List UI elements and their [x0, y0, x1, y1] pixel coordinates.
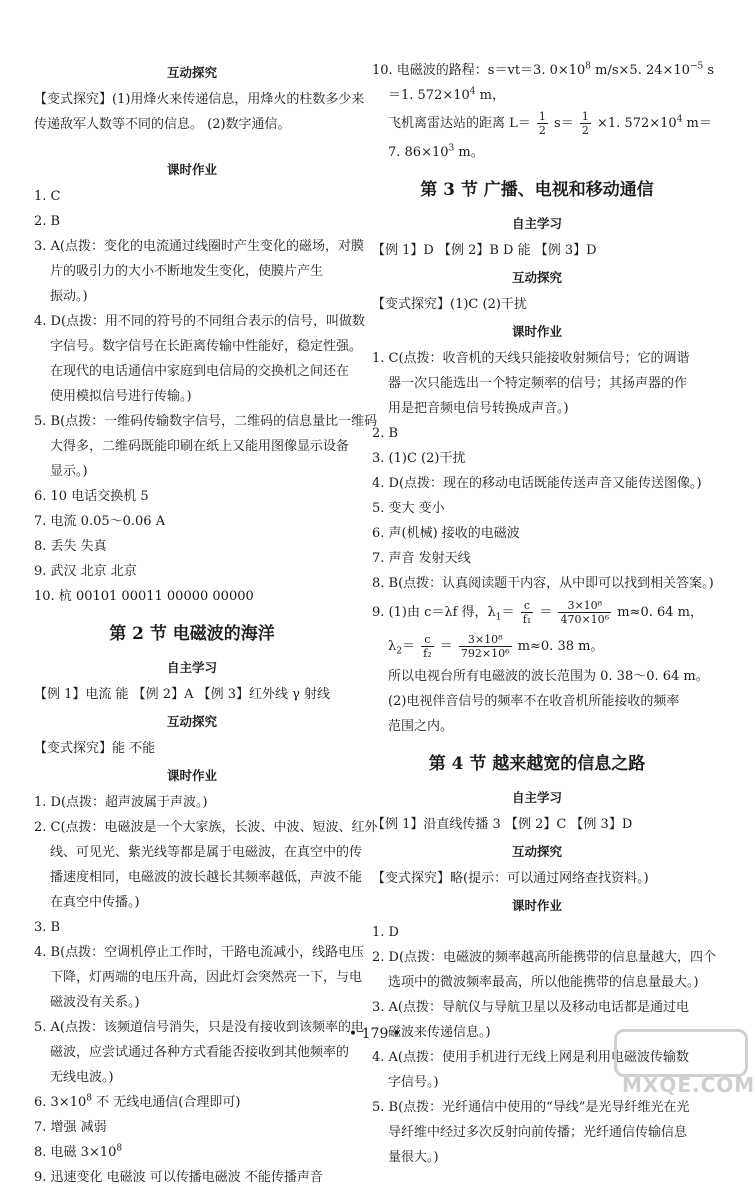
section-heading: 第 2 节 电磁波的海洋 — [109, 624, 275, 644]
answer-continuation: 磁波没有关系。) — [50, 995, 140, 1010]
answer-item: 6. 声(机械) 接收的电磁波 — [372, 526, 520, 541]
answer-item: 1. D — [372, 925, 399, 940]
watermark-site: MXQE.COM — [622, 1073, 755, 1097]
subheading-homework: 课时作业 — [511, 324, 562, 339]
answer-continuation: 使用模拟信号进行传输。) — [50, 389, 192, 404]
answer-item: 2. D(点拨：电磁波的频率越高所能携带的信息量越大，四个 — [372, 950, 717, 965]
answer-item: 3. B — [34, 920, 61, 935]
answer-item: 1. D(点拨：超声波属于声波。) — [34, 795, 208, 810]
answer-item: 10. 杭 00101 00011 00000 00000 — [34, 589, 254, 604]
answer-continuation: 线、可见光、紫光线等都是属于电磁波，在真空中的传 — [50, 845, 363, 860]
fraction: $\frac{\text{3×10⁸}}{\text{470×10⁶}}$ — [560, 599, 610, 626]
answer-continuation: 器一次只能选出一个特定频率的信号；其扬声器的作 — [388, 376, 688, 391]
fraction: $\frac{\text{3×10⁸}}{\text{792×10⁶}}$ — [460, 633, 510, 660]
answer-item: 5. B(点拨：光纤通信中使用的“导线”是光导纤维光在光 — [372, 1100, 690, 1115]
answer-continuation: 7. $86\times 10^3$ m。 — [388, 143, 484, 160]
answer-continuation: 所以电视台所有电磁波的波长范围为 0. 38～0. 64 m。 — [388, 669, 709, 684]
answer-continuation: 磁波来传递信息。) — [388, 1025, 491, 1040]
answer-continuation: 范围之内。 — [388, 719, 454, 734]
subheading-self-study: 自主学习 — [166, 660, 217, 675]
answer-item: 2. C(点拨：电磁波是一个大家族，长波、中波、短波、红外 — [34, 820, 378, 835]
answer-continuation: 导纤维中经过多次反射向前传播；光纤通信传输信息 — [388, 1125, 688, 1140]
answer-continuation: 显示。) — [50, 464, 88, 479]
answer-list — [372, 346, 714, 596]
subheading-homework: 课时作业 — [511, 898, 562, 913]
answer-item: 3. A(点拨：导航仪与导航卫星以及移动电话都是通过电 — [372, 1000, 689, 1015]
answer-continuation: (2)电视伴音信号的频率不在收音机所能接收的频率 — [388, 694, 680, 709]
bianshi-line: 【变式探究】(1)C (2)干扰 — [372, 297, 527, 312]
subheading-interactive: 互动探究 — [166, 714, 217, 729]
fraction: $\frac{1}{2}$ — [581, 110, 589, 137]
answer-continuation: 片的吸引力的大小不断地发生变化，使膜片产生 — [50, 264, 324, 279]
answer-item: 4. A(点拨：使用手机进行无线上网是利用电磁波传输数 — [372, 1050, 689, 1065]
answer-item: 3. A(点拨：变化的电流通过线圈时产生变化的磁场，对膜 — [34, 239, 364, 254]
answer-continuation: 播速度相同，电磁波的波长越长其频率越低，声波不能 — [50, 870, 363, 885]
answer-list — [34, 184, 378, 609]
watermark — [614, 1029, 755, 1099]
example-line: 【例 1】沿直线传播 3 【例 2】C 【例 3】D — [372, 817, 633, 832]
subheading-homework: 课时作业 — [166, 162, 217, 177]
answer-item: 5. 变大 变小 — [372, 501, 445, 516]
right-column — [372, 58, 717, 1170]
example-line: 【例 1】D 【例 2】B D 能 【例 3】D — [372, 243, 597, 258]
answer-item: 3. (1)C (2)干扰 — [372, 451, 466, 466]
answer-item: 9. 武汉 北京 北京 — [34, 564, 137, 579]
subheading-self-study: 自主学习 — [511, 216, 562, 231]
answer-item: 4. D(点拨：用不同的符号的不同组合表示的信号，叫做数 — [34, 314, 366, 329]
answer-continuation: 选项中的微波频率最高，所以他能携带的信息量最大。) — [388, 975, 699, 990]
answer-item: 2. B — [372, 426, 399, 441]
answer-item: 9. 迅速变化 电磁波 可以传播电磁波 不能传播声音 — [34, 1170, 323, 1185]
answer-item: 8. 丢失 失真 — [34, 539, 107, 554]
example-line: 【例 1】电流 能 【例 2】A 【例 3】红外线 γ 射线 — [34, 687, 331, 702]
subheading-interactive: 互动探究 — [511, 844, 562, 859]
subheading-self-study: 自主学习 — [511, 790, 562, 805]
answer-item: 8. B(点拨：认真阅读题干内容，从中即可以找到相关答案。) — [372, 576, 714, 591]
section-heading: 第 4 节 越来越宽的信息之路 — [428, 754, 646, 774]
bianshi-line: 【变式探究】能 不能 — [34, 741, 156, 756]
answer-item: 6. 10 电话交换机 5 — [34, 489, 149, 504]
answer-continuation: ＝1. $572\times 10^4$ m， — [388, 86, 505, 103]
formula-line: $\lambda_2=$ $\frac{c}{\text{f₂}}$ ＝ $\frac{\text{3×10⁸}}{\text{792×10⁶}}$ m≈0. 38 m。 — [388, 633, 604, 660]
answer-item: 4. B(点拨：空调机停止工作时，干路电流减小，线路电压 — [34, 945, 365, 960]
subheading-interactive: 互动探究 — [166, 65, 217, 80]
answer-continuation: 磁波，应尝试通过各种方式看能否接收到其他频率的 — [50, 1045, 350, 1060]
fraction: $\frac{c}{\text{f₂}}$ — [423, 633, 432, 660]
answer-item: 4. D(点拨：现在的移动电话既能传送声音又能传送图像。) — [372, 476, 702, 491]
answer-continuation: 用是把音频电信号转换成声音。) — [388, 401, 569, 416]
subheading-interactive: 互动探究 — [511, 270, 562, 285]
section-heading: 第 3 节 广播、电视和移动通信 — [420, 180, 654, 200]
bianshi-line: 【变式探究】略(提示：可以通过网络查找资料。) — [372, 871, 649, 886]
answer-item: 7. 增强 减弱 — [34, 1120, 107, 1135]
fraction: $\frac{1}{2}$ — [538, 110, 546, 137]
answer-continuation: 在现代的电话通信中家庭到电信局的交换机之间还在 — [50, 364, 350, 379]
answer-item: 7. 声音 发射天线 — [372, 551, 471, 566]
answer-continuation: 量很大。) — [388, 1150, 439, 1165]
answer-continuation: 无线电波。) — [50, 1070, 114, 1085]
page-number: • 179 • — [348, 1026, 402, 1042]
answer-item: 6. $3\times 10^8$ 不 无线电通信(合理即可) — [34, 1093, 241, 1110]
answer-continuation: 振动。) — [50, 289, 88, 304]
answer-item: 5. A(点拨：该频道信号消失，只是没有接收到该频率的电 — [34, 1020, 364, 1035]
watermark-logo — [614, 1029, 748, 1077]
formula-line: 9. (1)由 c＝λf 得，$\lambda_1=$ $\frac{c}{\text{f₁}}$ ＝ $\frac{\text{3×10⁸}}{\text{470×10⁶}}$ m≈0. 64 m， — [372, 599, 703, 626]
answer-continuation: 字信号。数字信号在长距离传输中性能好，稳定性强。 — [50, 339, 363, 354]
answer-item: 7. 电流 0.05～0.06 A — [34, 514, 166, 529]
answer-item: 2. B — [34, 214, 61, 229]
fraction: $\frac{c}{\text{f₁}}$ — [522, 599, 532, 626]
bianshi-line: 传递敌军人数等不同的信息。 (2)数字通信。 — [34, 117, 291, 132]
answer-item: 10. 电磁波的路程：s＝vt＝3. $0\times 10^8$ m/s×5. $24\times 10^{-5}$ s — [372, 61, 715, 78]
answer-item: 8. 电磁 $3\times 10^8$ — [34, 1143, 123, 1160]
answer-continuation: 大得多，二维码既能印刷在纸上又能用图像显示设备 — [50, 439, 350, 454]
bianshi-line: 【变式探究】(1)用烽火来传递信息，用烽火的柱数多少来 — [34, 92, 365, 107]
subheading-homework: 课时作业 — [166, 768, 217, 783]
formula-line: 飞机离雷达站的距离 L＝ $\frac{1}{2}$ s＝ $\frac{1}{2}$ ×1. $572\times 10^4$ m＝ — [388, 110, 712, 137]
answer-continuation: 下降，灯两端的电压升高，因此灯会突然亮一下，与电 — [50, 970, 363, 985]
answer-item: 1. C(点拨：收音机的天线只能接收射频信号；它的调谐 — [372, 351, 690, 366]
answer-item: 5. B(点拨：一维码传输数字信号，二维码的信息量比一维码 — [34, 414, 378, 429]
answer-continuation: 在真空中传播。) — [50, 895, 140, 910]
answer-item: 1. C — [34, 189, 61, 204]
answer-continuation: 字信号。) — [388, 1075, 439, 1090]
